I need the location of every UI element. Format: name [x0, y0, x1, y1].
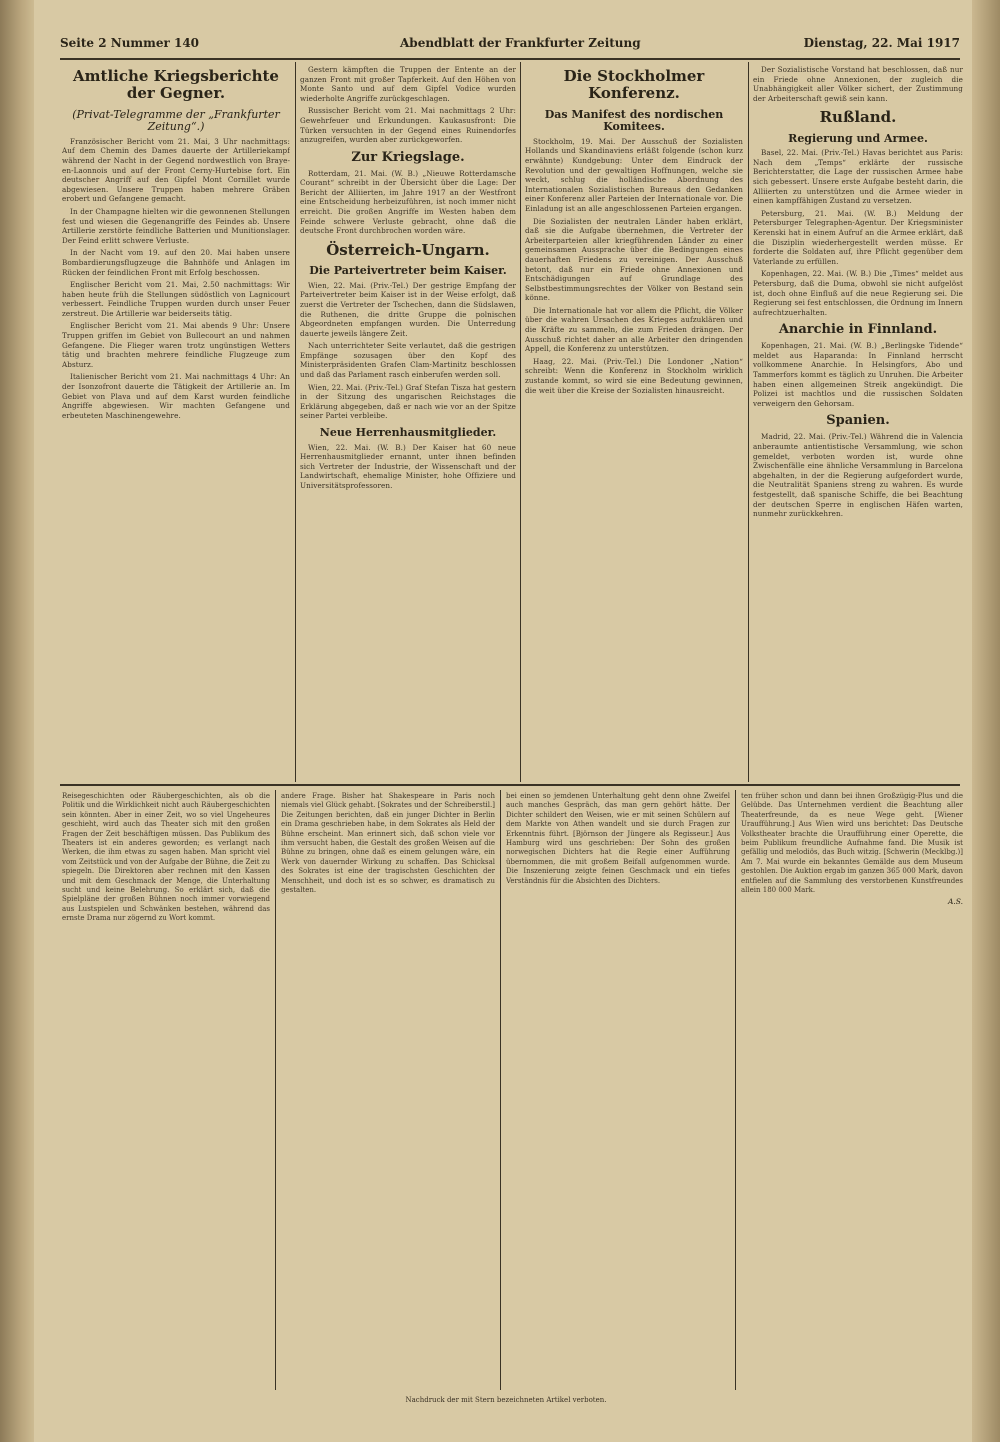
section-subheading: Neue Herrenhausmitglieder. — [319, 426, 497, 440]
article-paragraph: Englischer Bericht vom 21. Mai, 2.50 nachmittags: Wir haben heute früh die Stellungen südöstlich von Lagnicourt verbessert. Feindliche Truppen wurden durch unser Feuer zerstreut. Die Artillerie war beiderseits tätig. — [62, 280, 290, 318]
article-paragraph: Nach unterrichteter Seite verlautet, daß die gestrigen Empfänge sozusagen über den Kopf des Ministerpräsidenten Grafen Clam-Martinitz beschlossen und daß das Parlament rasch einberufen werden soll. — [300, 341, 516, 380]
article-paragraph: Französischer Bericht vom 21. Mai, 3 Uhr nachmittags: Auf dem Chemin des Dames dauerte der Artilleriekampf während der Nacht in der Gegend nordwestlich von Braye-en-Laonnois und auf der Front Cerny-Hurtebise fort. Ein deutscher Angriff auf den Gipfel Mont Cornillet wurde abgewiesen. Unsere Truppen haben mehrere Gräben erobert und Gefangene gemacht. — [62, 136, 290, 204]
feuilleton-text: ten früher schon und dann bei ihnen Großzügig-Plus und die Gelübde. Das Unternehmen verdient die Beachtung aller Theaterfreunde, da es neue Wege geht. [Wiener Uraufführung.] Aus Wien wird uns berichtet: Das Deutsche Volkstheater brachte die Uraufführung einer Operette, die beim Publikum freundliche Aufnahme fand. Die Musik ist gefällig und melodiös, das Buch witzig. [Schwerin (Mecklbg.)] Am 7. Mai wurde ein bekanntes Gemälde aus dem Museum gestohlen. Die Auktion ergab im ganzen 365 000 Mark, davon entfielen auf die Sammlung des verstorbenen Kunstfreundes allein 180 000 Mark. — [741, 792, 963, 895]
article-paragraph: Wien, 22. Mai. (Priv.-Tel.) Der gestrige Empfang der Parteivertreter beim Kaiser ist in der Weise erfolgt, daß zuerst die Vertreter der Tschechen, dann die Südslawen, die Ruthenen, die dritte Gruppe die polnischen Abgeordneten empfangen wurden. Die Unterredung dauerte jeweils längere Zeit. — [300, 280, 516, 338]
feuilleton-column — [741, 792, 963, 1392]
header-page-number: Seite 2 Nummer 140 — [60, 36, 200, 50]
article-paragraph: In der Champagne hielten wir die gewonnenen Stellungen fest und wiesen die Gegenangriffe des Feindes ab. Unsere Artillerie zerstörte feindliche Batterien und Munitionslager. Der Feind erlitt schwere Verluste. — [62, 206, 290, 245]
article-paragraph: Madrid, 22. Mai. (Priv.-Tel.) Während die in Valencia anberaumte antientistische Versammlung, wie schon gemeldet, verboten worden ist, wurde ohne Zwischenfälle eine ähnliche Versammlung in Barcelona abgehalten, in der die Regierung aufgefordert wurde, die Neutralität Spaniens streng zu wahren. Es wurde festgestellt, daß spanische Schiffe, die bei Beachtung der deutschen Sperre in englischen Häfen warten, nunmehr zurückkehren. — [753, 432, 963, 519]
article-paragraph: Stockholm, 19. Mai. Der Ausschuß der Sozialisten Hollands und Skandinaviens erläßt folgende (schon kurz erwähnte) Kundgebung: Unter dem Eindruck der Revolution und der gewaltigen Hoffnungen, welche sie weckt, schlug die holländische Abordnung des Internationalen Sozialistischen Bureaus den Gedanken einer Konferenz aller Parteien der Internationale vor. Die Einladung ist an alle angeschlossenen Parteien ergangen. — [525, 136, 743, 213]
article-paragraph: Die Sozialisten der neutralen Länder haben erklärt, daß sie die Aufgabe übernehmen, die Vertreter der Arbeiterparteien aller kriegführenden Länder zu einer gemeinsamen Aussprache über die Bedingungen eines dauerhaften Friedens zu vereinigen. Der Ausschuß betont, daß nur ein Friede ohne Annexionen und Entschädigungen auf Grundlage des Selbstbestimmungsrechtes der Völker von Bestand sein könne. — [525, 216, 743, 303]
section-subheading: Die Parteivertreter beim Kaiser. — [309, 264, 507, 278]
section-heading: Zur Kriegslage. — [351, 149, 465, 165]
article-paragraph: Petersburg, 21. Mai. (W. B.) Meldung der Petersburger Telegraphen-Agentur. Der Kriegsminister Kerenski hat in einem Aufruf an die Armee erklärt, daß die Disziplin wiederhergestellt werden müsse. Er forderte die Soldaten auf, ihre Pflicht gegenüber dem Vaterlande zu erfüllen. — [753, 208, 963, 266]
section-heading: Spanien. — [826, 413, 890, 429]
article-paragraph: Gestern kämpften die Truppen der Entente an der ganzen Front mit großer Tapferkeit. Auf den Höhen von Monte Santo und auf dem Gipfel Vodice wurden wiederholte Angriffe zurückgeschlagen. — [300, 65, 516, 103]
section-subheading: Regierung und Armee. — [788, 131, 928, 145]
article-paragraph: Basel, 22. Mai. (Priv.-Tel.) Havas berichtet aus Paris: Nach dem „Temps“ erklärte der russische Berichterstatter, die Lage der russischen Armee habe sich gebessert. Unsere erste Aufgabe besteht darin, die Alliierten zu unterstützen und die Armee wieder in einen kampffähigen Zustand zu versetzen. — [753, 148, 963, 206]
feuilleton-footer: Nachdruck der mit Stern bezeichneten Artikel verboten. — [405, 1396, 607, 1404]
column-stockholm — [525, 62, 743, 780]
feuilleton-text: andere Frage. Bisher hat Shakespeare in Paris noch niemals viel Glück gehabt. [Sokrates und der Schreiberstil.] Die Zeitungen berichten, daß ein junger Dichter in Berlin ein Drama geschrieben habe, in dem Sokrates als Held der Bühne erscheint. Man erinnert sich, daß schon viele vor ihm versucht haben, die Gestalt des großen Weisen auf die Bühne zu bringen, ohne daß es einem gelungen wäre, ein Werk von dauernder Wirkung zu schaffen. Das Schicksal des Sokrates ist eine der tragischsten Geschichten der Menschheit, und doch ist es so schwer, es dramatisch zu gestalten. — [281, 792, 495, 895]
header-rule — [60, 58, 960, 60]
column-divider — [295, 62, 296, 782]
author-signature: A.S. — [947, 897, 963, 907]
article-paragraph: Der Sozialistische Vorstand hat beschlossen, daß nur ein Friede ohne Annexionen, der zugleich die Unabhängigkeit aller Völker sichert, der Zustimmung der Arbeiterschaft gewiß sein kann. — [753, 65, 963, 103]
header-masthead: Abendblatt der Frankfurter Zeitung — [400, 36, 641, 50]
header-date: Dienstag, 22. Mai 1917 — [803, 36, 960, 50]
article-paragraph: Wien, 22. Mai. (Priv.-Tel.) Graf Stefan Tisza hat gestern in der Sitzung des ungarischen Reichstages die Erklärung abgegeben, daß er nach wie vor an der Spitze seiner Partei verbleibe. — [300, 382, 516, 421]
section-subheading: (Privat-Telegramme der „Frankfurter Zeitung“.) — [72, 107, 280, 134]
column-war-reports — [62, 62, 290, 780]
section-heading: Amtliche Kriegsberichte der Gegner. — [73, 67, 279, 103]
column-divider — [500, 790, 501, 1390]
section-subheading: Das Manifest des nordischen Komitees. — [544, 107, 724, 134]
article-paragraph: Wien, 22. Mai. (W. B.) Der Kaiser hat 60 neue Herrenhausmitglieder ernannt, unter ihnen befinden sich Vertreter der Industrie, der Wissenschaft und der Landwirtschaft, ehemalige Minister, hohe Offiziere und Universitätsprofessoren. — [300, 442, 516, 491]
binding-spine — [0, 0, 34, 1442]
feuilleton-column — [506, 792, 730, 1392]
article-paragraph: Italienischer Bericht vom 21. Mai nachmittags 4 Uhr: An der Isonzofront dauerte die Tätigkeit der Artillerie an. Im Gebiet von Plava und auf dem Karst wurden feindliche Angriffe abgewiesen. Wir machten Gefangene und erbeuteten Maschinengewehre. — [62, 372, 290, 420]
article-paragraph: Haag, 22. Mai. (Priv.-Tel.) Die Londoner „Nation“ schreibt: Wenn die Konferenz in Stockholm wirklich zustande kommt, so wird sie eine Bedeutung gewinnen, die weit über die Kreise der Sozialisten hinausreicht. — [525, 356, 743, 395]
section-heading: Die Stockholmer Konferenz. — [563, 67, 705, 103]
column-russia — [753, 62, 963, 780]
section-heading: Rußland. — [819, 108, 897, 127]
column-divider — [735, 790, 736, 1390]
feuilleton-rule — [60, 784, 960, 786]
feuilleton-text: bei einen so jemdenen Unterhaltung geht denn ohne Zweifel auch manches Gespräch, das man gern gehört hätte. Der Dichter schildert den Weisen, wie er mit seinen Schülern auf dem Markte von Athen wandelt und sie durch Fragen zur Erkenntnis führt. [Björnson der Jüngere als Regisseur.] Aus Hamburg wird uns geschrieben: Der Sohn des großen norwegischen Dichters hat die Regie einer Aufführung übernommen, die mit großem Beifall aufgenommen wurde. Die Inszenierung zeigte feinen Geschmack und ein tiefes Verständnis für die Absichten des Dichters. — [506, 792, 730, 885]
column-divider — [520, 62, 521, 782]
column-divider — [275, 790, 276, 1390]
article-paragraph: Kopenhagen, 21. Mai. (W. B.) „Berlingske Tidende“ meldet aus Haparanda: In Finnland herrscht vollkommene Anarchie. In Helsingfors, Abo und Tammerfors kommt es täglich zu Unruhen. Die Arbeiter haben einen allgemeinen Streik angekündigt. Die Polizei ist machtlos und die russischen Soldaten verweigern den Gehorsam. — [753, 341, 963, 408]
column-war-situation — [300, 62, 516, 780]
article-paragraph: Russischer Bericht vom 21. Mai nachmittags 2 Uhr: Gewehrfeuer und Erkundungen. Kaukasusfront: Die Türken versuchten in der Gegend eines Ruinendorfes anzugreifen, wurden aber zurückgeworfen. — [300, 106, 516, 145]
section-heading: Anarchie in Finnland. — [778, 322, 938, 338]
article-paragraph: In der Nacht vom 19. auf den 20. Mai haben unsere Bombardierungsflugzeuge die Bahnhöfe und Anlagen im Rücken der feindlichen Front mit Erfolg beschossen. — [62, 248, 290, 277]
article-paragraph: Englischer Bericht vom 21. Mai abends 9 Uhr: Unsere Truppen griffen im Gebiet von Bullecourt an und nahmen Gefangene. Die Flieger waren trotz ungünstigen Wetters tätig und brachten mehrere feindliche Flugzeuge zum Absturz. — [62, 321, 290, 369]
article-paragraph: Die Internationale hat vor allem die Pflicht, die Völker über die wahren Ursachen des Krieges aufzuklären und die Kräfte zu sammeln, die zum Frieden drängen. Der Ausschuß richtet daher an alle Arbeiter den dringenden Appell, die Konferenz zu unterstützen. — [525, 305, 743, 354]
page-edge — [972, 0, 1000, 1442]
article-paragraph: Rotterdam, 21. Mai. (W. B.) „Nieuwe Rotterdamsche Courant“ schreibt in der Übersicht über die Lage: Der Bericht der Alliierten, im Jahre 1917 an der Westfront eine Entscheidung herbeizuführen, ist noch immer nicht erreicht. Die großen Angriffe im Westen haben dem Feinde schwere Verluste gebracht, ohne daß die deutsche Front durchbrochen worden wäre. — [300, 168, 516, 236]
section-heading: Österreich-Ungarn. — [326, 240, 490, 259]
feuilleton-column — [62, 792, 270, 1392]
article-paragraph: Kopenhagen, 22. Mai. (W. B.) Die „Times“ meldet aus Petersburg, daß die Duma, obwohl sie nicht aufgelöst ist, doch ohne Einfluß auf die neue Regierung sei. Die Regierung sei fest entschlossen, die Ordnung im Innern aufrechtzuerhalten. — [753, 269, 963, 317]
page-header — [60, 36, 960, 56]
column-divider — [748, 62, 749, 782]
feuilleton-text: Reisegeschichten oder Räubergeschichten, als ob die Politik und die Wirklichkeit nicht auch Räubergeschichten sein könnten. Aber in einer Zeit, wo so viel Ungeheures geschieht, wird auch das Theater sich mit den großen Fragen der Zeit beschäftigen müssen. Das Publikum des Theaters ist ein anderes geworden; es verlangt nach Werken, die ihm etwas zu sagen haben. Man spricht viel vom Zeitstück und von der Aufgabe der Bühne, die Zeit zu spiegeln. Die Direktoren aber rechnen mit den Kassen und mit dem Geschmack der Menge, die Unterhaltung sucht und keine Belehrung. So erklärt sich, daß die Spielpläne der großen Bühnen noch immer vorwiegend aus Lustspielen und Schwänken bestehen, während das ernste Drama nur zögernd zu Wort kommt. — [62, 792, 270, 923]
feuilleton-column — [281, 792, 495, 1392]
